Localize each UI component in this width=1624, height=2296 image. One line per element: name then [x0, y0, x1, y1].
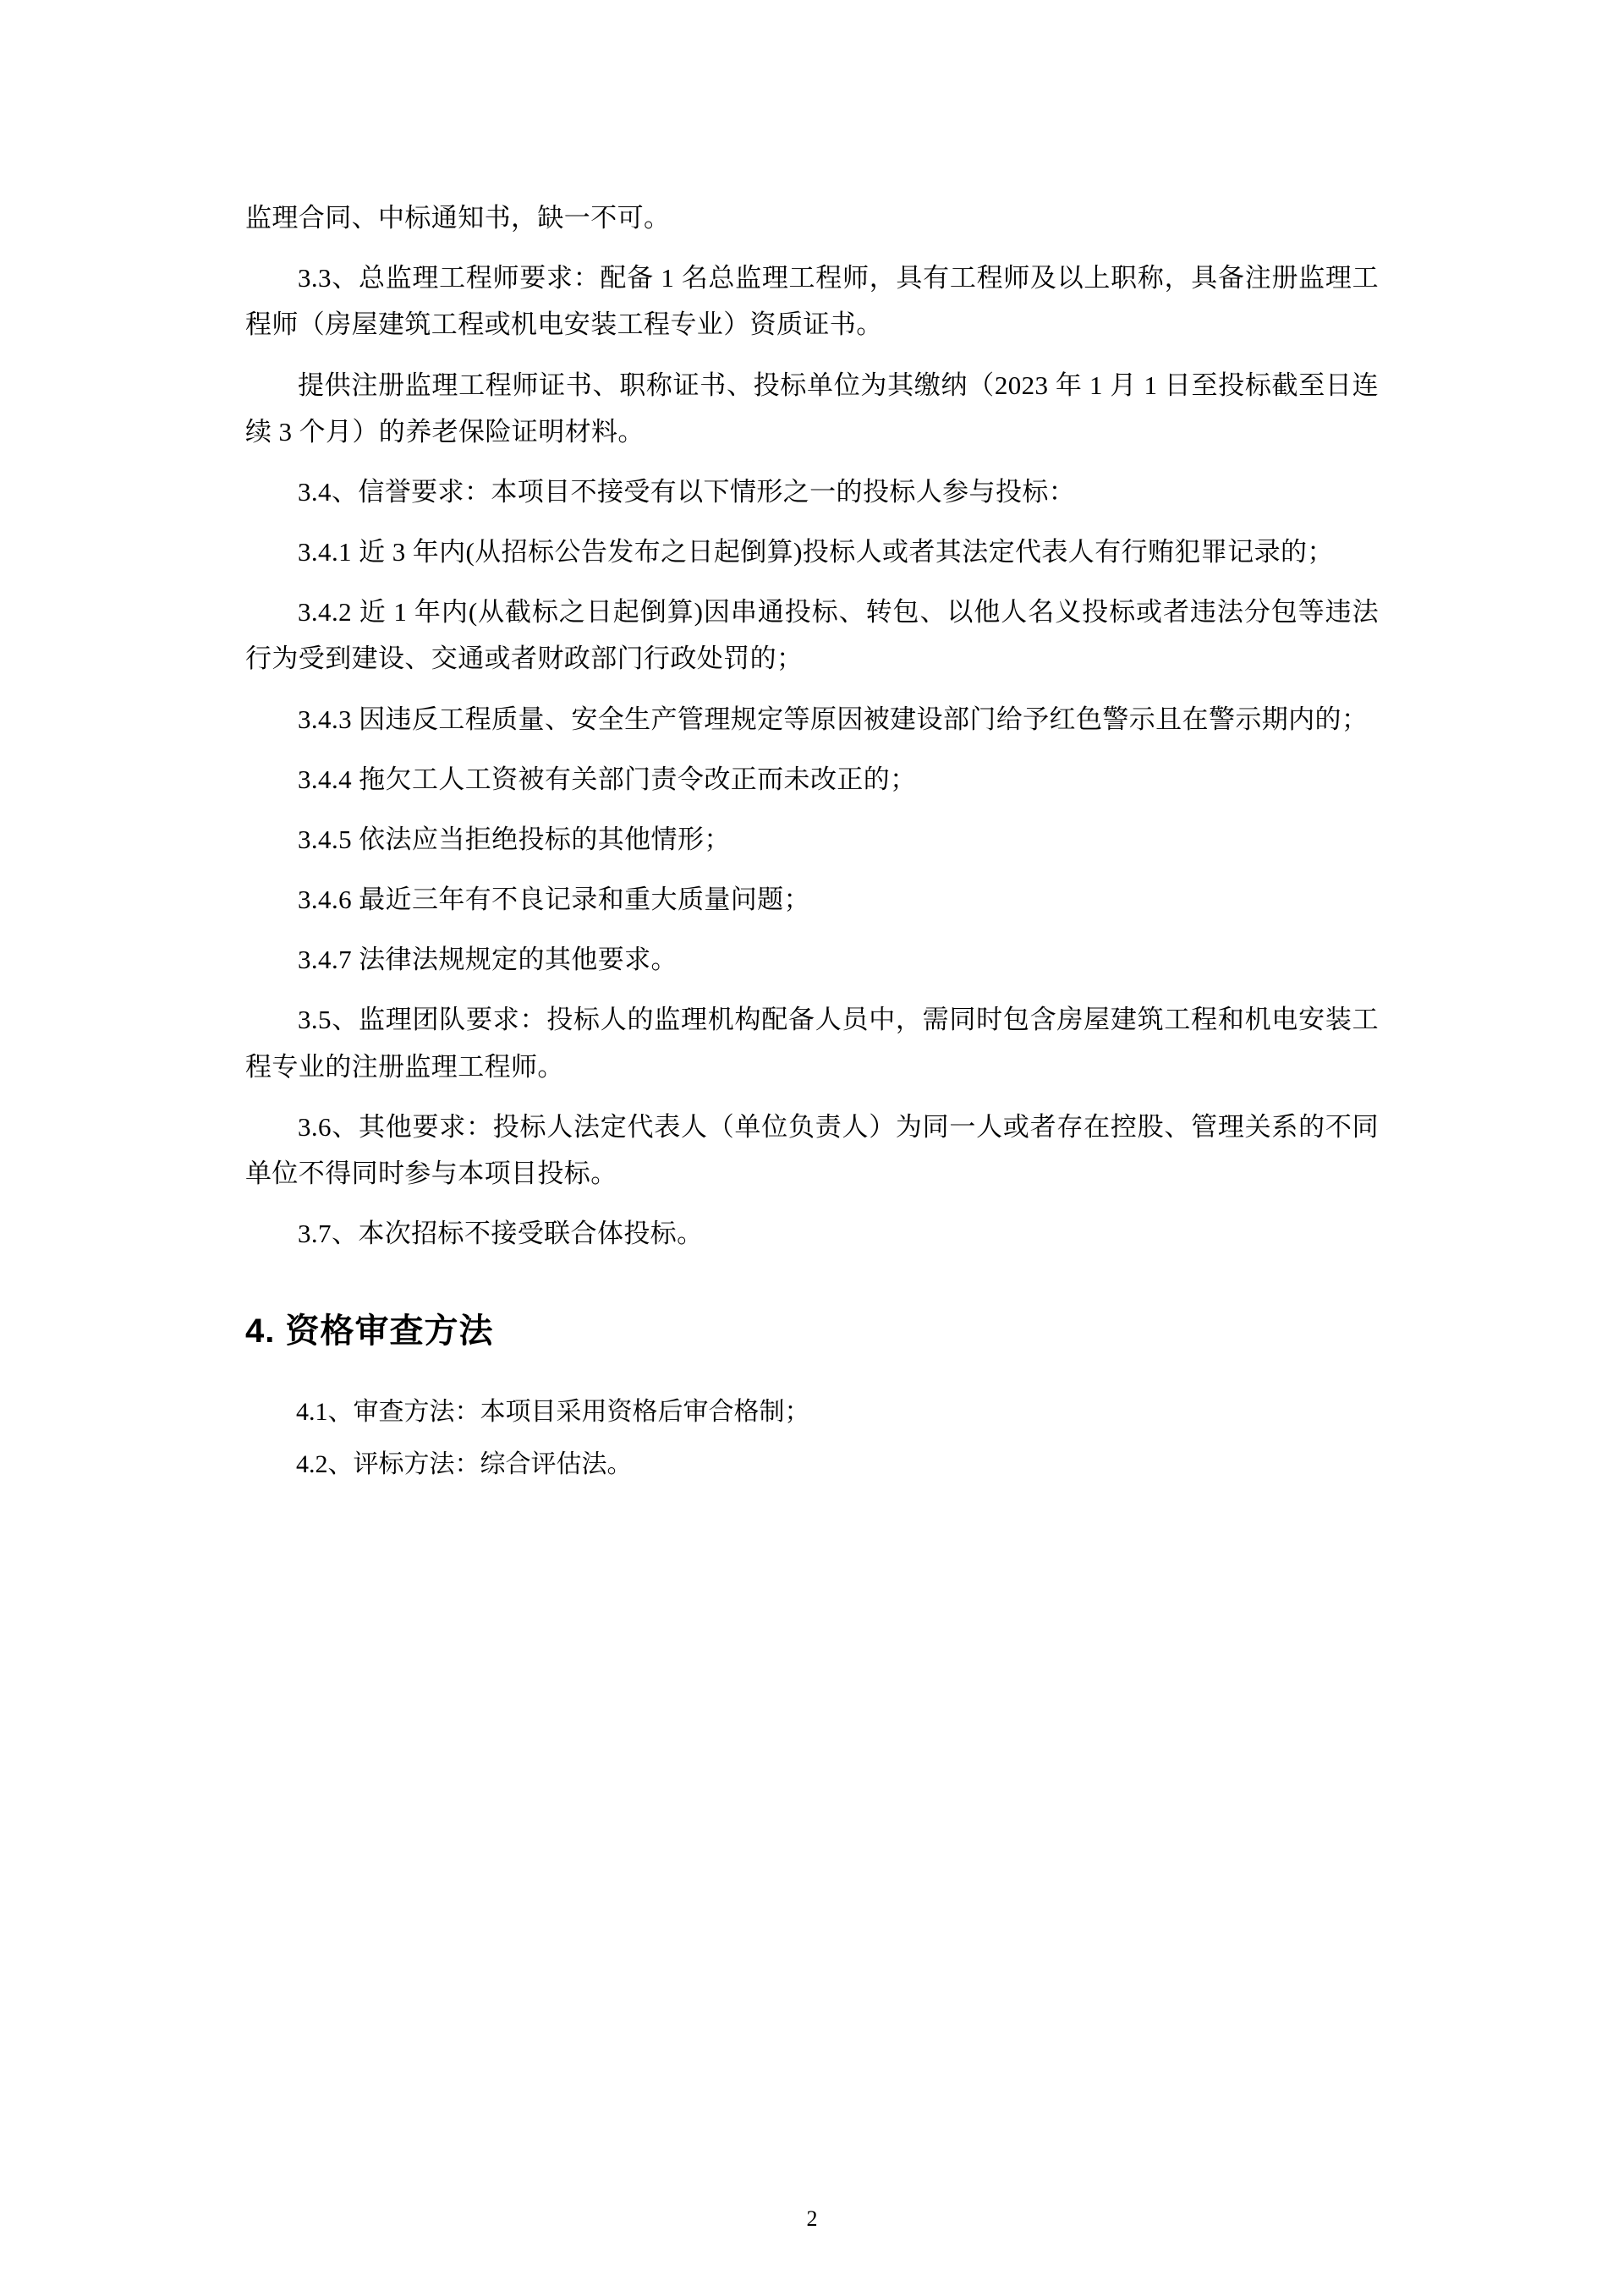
paragraph-3-5: 3.5、监理团队要求：投标人的监理机构配备人员中，需同时包含房屋建筑工程和机电安装工程专业的注册监理工程师。	[245, 1005, 1379, 1082]
paragraph-3-3-materials: 提供注册监理工程师证书、职称证书、投标单位为其缴纳（2023 年 1 月 1 日至投标截至日连续 3 个月）的养老保险证明材料。	[245, 370, 1379, 447]
page-number: 2	[806, 2206, 818, 2231]
paragraph-3-4-7: 3.4.7 法律法规规定的其他要求。	[298, 945, 678, 975]
paragraph-3-4-1: 3.4.1 近 3 年内(从招标公告发布之日起倒算)投标人或者其法定代表人有行贿犯罪记录的；	[298, 537, 1334, 567]
section-heading-qualification-review: 4. 资格审查方法	[245, 1312, 494, 1351]
paragraph-3-4-2: 3.4.2 近 1 年内(从截标之日起倒算)因串通投标、转包、以他人名义投标或者违法分包等违法行为受到建设、交通或者财政部门行政处罚的；	[245, 597, 1379, 674]
paragraph-3-3: 3.3、总监理工程师要求：配备 1 名总监理工程师，具有工程师及以上职称，具备注册监理工程师（房屋建筑工程或机电安装工程专业）资质证书。	[245, 263, 1379, 340]
paragraph-3-4-4: 3.4.4 拖欠工人工资被有关部门责令改正而未改正的；	[298, 764, 917, 794]
paragraph-3-4: 3.4、信誉要求：本项目不接受有以下情形之一的投标人参与投标：	[298, 476, 1076, 507]
paragraph-4-2: 4.2、评标方法：综合评估法。	[296, 1449, 633, 1478]
paragraph-3-7: 3.7、本次招标不接受联合体投标。	[298, 1219, 704, 1249]
paragraph-4-1: 4.1、审查方法：本项目采用资格后审合格制；	[296, 1398, 810, 1427]
paragraph-3-4-6: 3.4.6 最近三年有不良记录和重大质量问题；	[298, 885, 810, 915]
paragraph-3-4-5: 3.4.5 依法应当拒绝投标的其他情形；	[298, 824, 731, 854]
paragraph-3-4-3: 3.4.3 因违反工程质量、安全生产管理规定等原因被建设部门给予红色警示且在警示期内的；	[298, 704, 1369, 734]
paragraph-monitor-contract: 监理合同、中标通知书，缺一不可。	[245, 203, 671, 233]
paragraph-3-6: 3.6、其他要求：投标人法定代表人（单位负责人）为同一人或者存在控股、管理关系的不同单位不得同时参与本项目投标。	[245, 1111, 1379, 1188]
